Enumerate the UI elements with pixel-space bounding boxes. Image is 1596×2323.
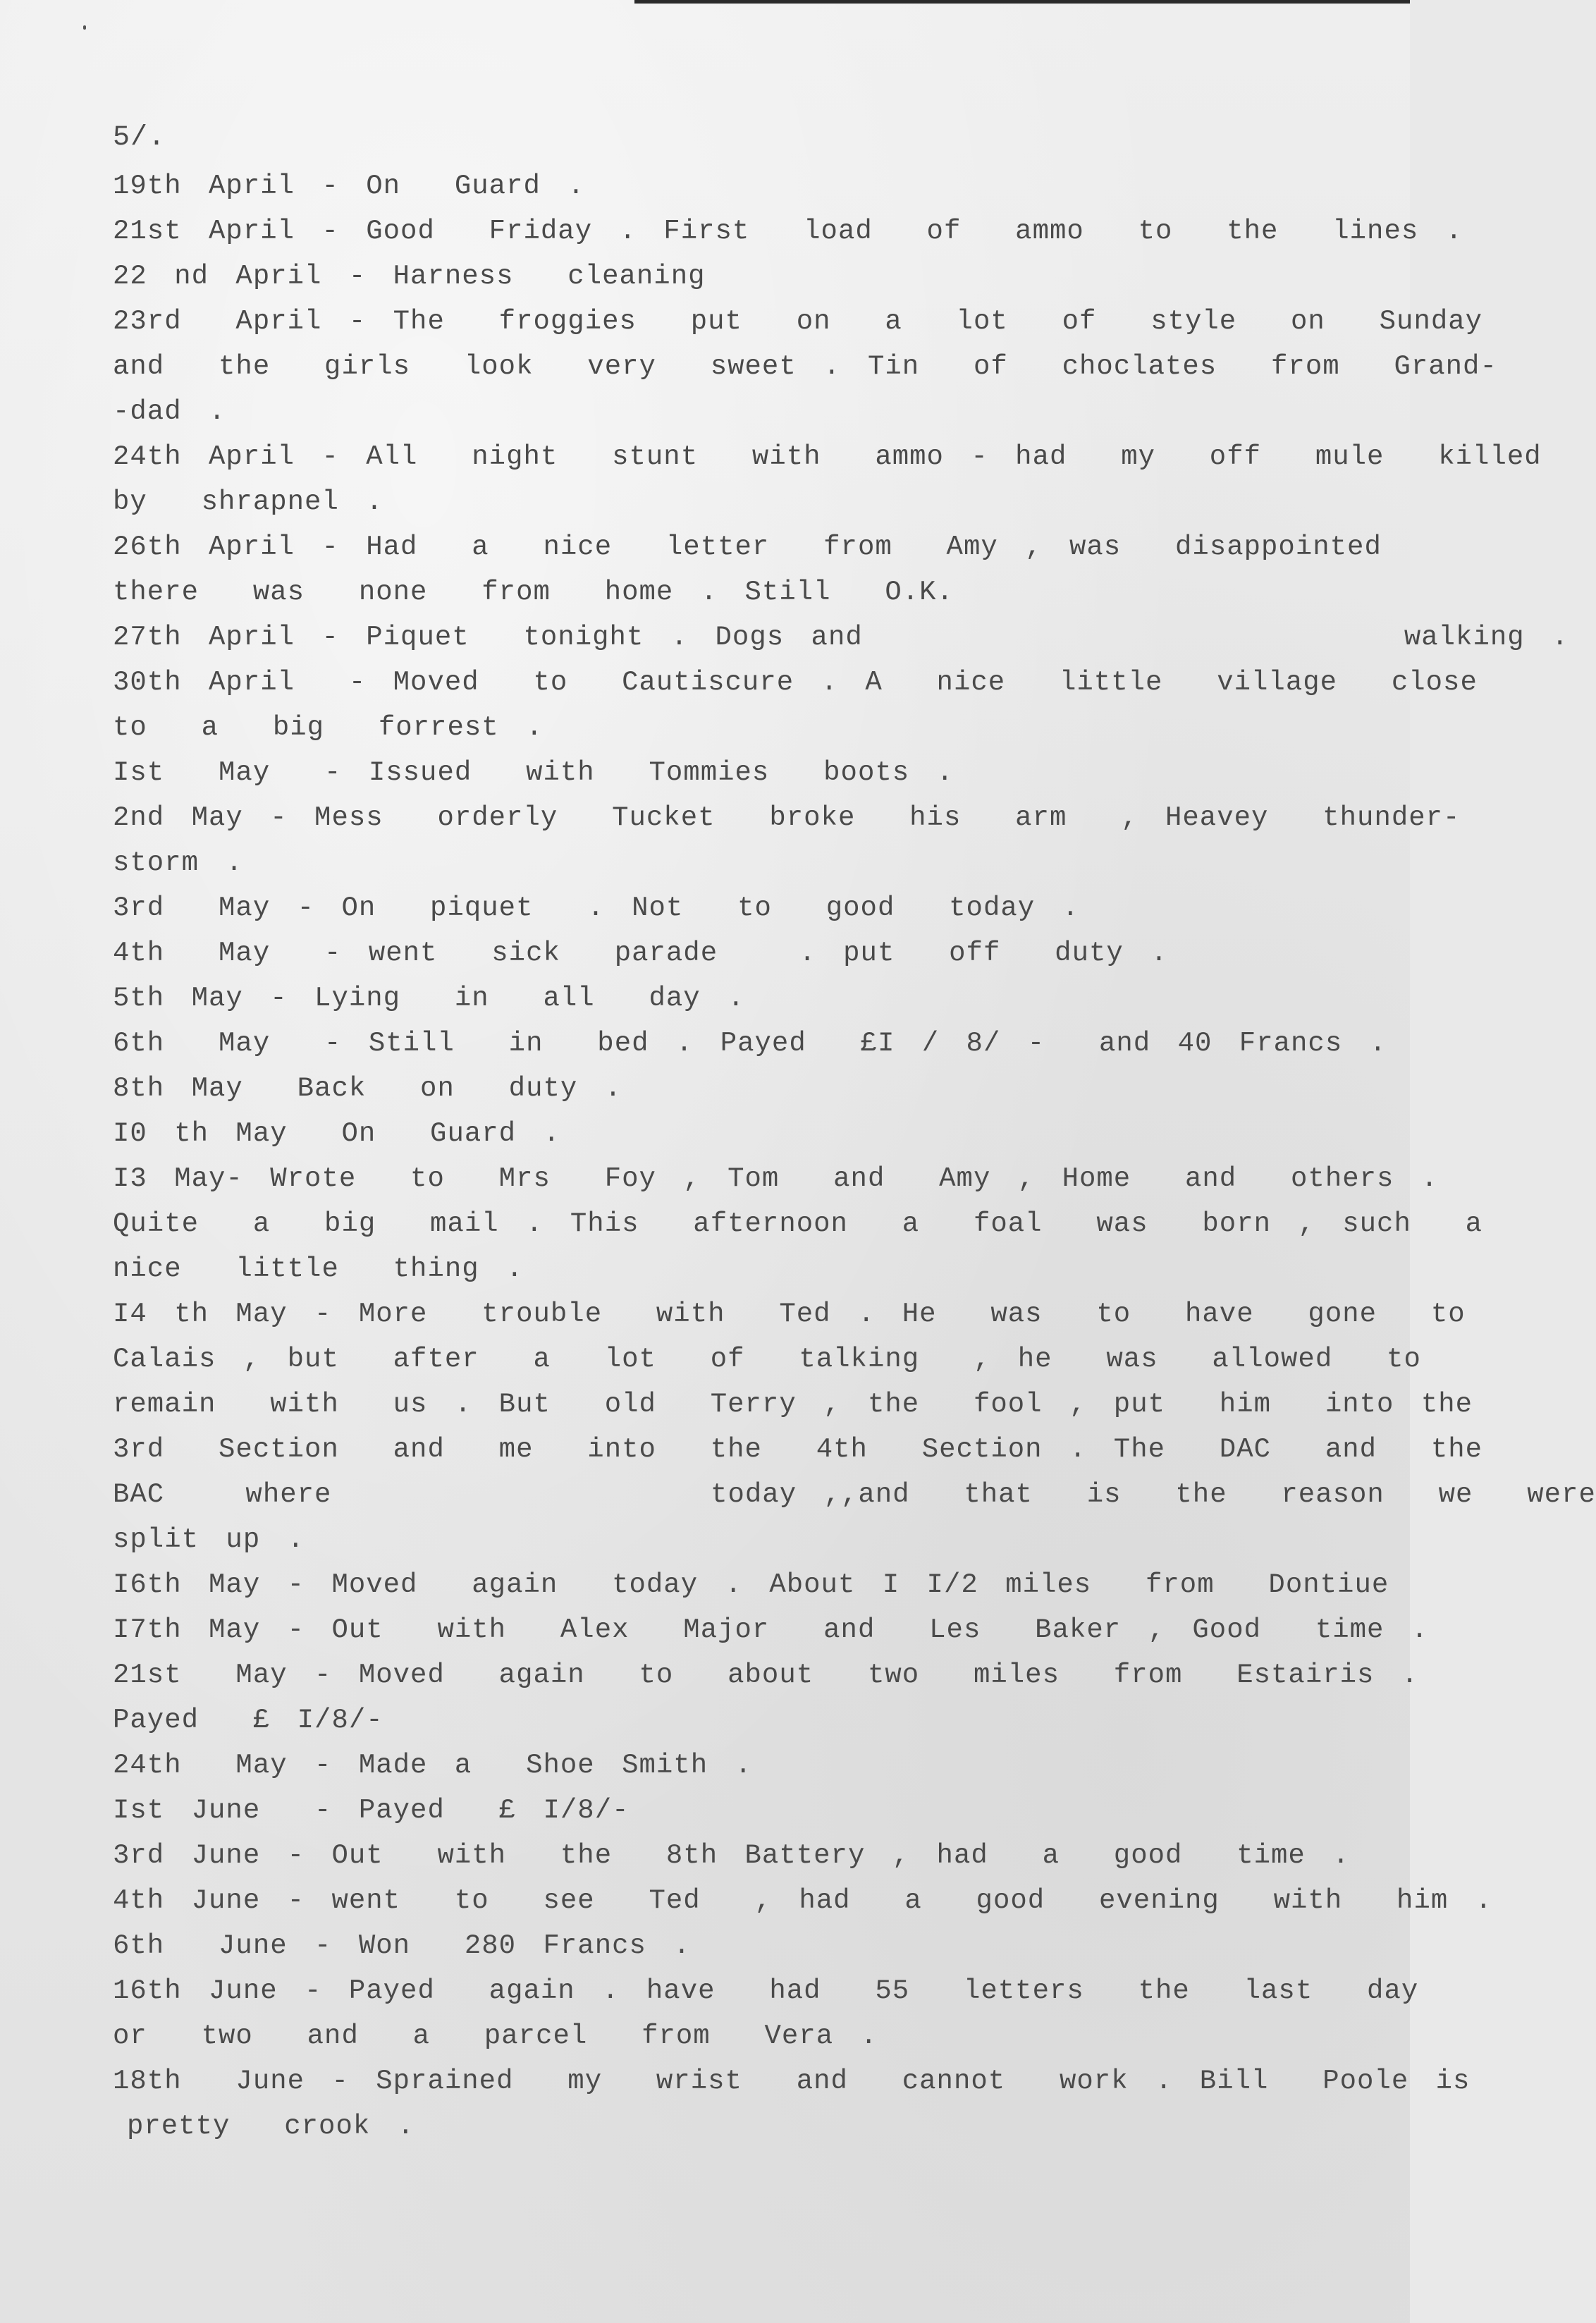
- diary-line: nice little thing .: [113, 1254, 524, 1285]
- diary-line: 19th April - On Guard .: [113, 171, 585, 202]
- diary-line: split up .: [113, 1524, 305, 1555]
- diary-line: I4 th May - More trouble with Ted . He was to have gone to: [113, 1299, 1466, 1330]
- diary-line: -dad .: [113, 396, 226, 427]
- diary-line: 24th April - All night stunt with ammo - had my off mule killed: [113, 441, 1542, 472]
- diary-line: storm .: [113, 847, 243, 878]
- diary-line: to a big forrest .: [113, 712, 544, 743]
- diary-line: 4th June - went to see Ted , had a good evening with him .: [113, 1885, 1493, 1916]
- diary-line: 4th May - went sick parade . put off duty .: [113, 938, 1168, 969]
- page-number: 5/.: [113, 122, 166, 154]
- diary-line: Quite a big mail . This afternoon a foal was born , such a: [113, 1208, 1483, 1239]
- diary-line: Payed £ I/8/-: [113, 1705, 383, 1736]
- diary-line: there was none from home . Still O.K.: [113, 577, 954, 608]
- paper-speck: [83, 25, 86, 30]
- diary-line: 21st May - Moved again to about two miles from Estairis .: [113, 1660, 1419, 1691]
- diary-line: pretty crook .: [127, 2111, 415, 2142]
- diary-line: 27th April - Piquet tonight . Dogs and walking .: [113, 622, 1569, 653]
- diary-line: I6th May - Moved again today . About I I/2 miles from Dontiue: [113, 1569, 1389, 1600]
- diary-line: 21st April - Good Friday . First load of ammo to the lines .: [113, 216, 1463, 247]
- diary-line: 16th June - Payed again . have had 55 letters the last day: [113, 1975, 1419, 2006]
- diary-line: 24th May - Made a Shoe Smith .: [113, 1750, 752, 1781]
- diary-line: by shrapnel .: [113, 486, 383, 517]
- diary-text-block: [113, 113, 1596, 2149]
- diary-line: I0 th May On Guard .: [113, 1118, 560, 1149]
- diary-line: I7th May - Out with Alex Major and Les Baker , Good time .: [113, 1614, 1429, 1645]
- diary-line: Calais , but after a lot of talking , he was allowed to: [113, 1344, 1421, 1375]
- scan-edge-shadow: [634, 0, 1410, 4]
- diary-line: 6th June - Won 280 Francs .: [113, 1930, 691, 1961]
- diary-line: 18th June - Sprained my wrist and cannot work . Bill Poole is: [113, 2066, 1471, 2097]
- diary-line: Ist June - Payed £ I/8/-: [113, 1795, 630, 1826]
- diary-line: 3rd May - On piquet . Not to good today .: [113, 893, 1079, 924]
- diary-line: 3rd June - Out with the 8th Battery , had a good time .: [113, 1840, 1350, 1871]
- diary-line: Ist May - Issued with Tommies boots .: [113, 757, 954, 788]
- diary-line: I3 May- Wrote to Mrs Foy , Tom and Amy , Home and others .: [113, 1163, 1439, 1194]
- diary-line: 2nd May - Mess orderly Tucket broke his arm , Heavey thunder-: [113, 802, 1461, 833]
- diary-line: 3rd Section and me into the 4th Section . The DAC and the: [113, 1434, 1483, 1465]
- diary-line: and the girls look very sweet . Tin of choclates from Grand-: [113, 351, 1497, 382]
- diary-line: 22 nd April - Harness cleaning: [113, 261, 706, 292]
- diary-line: 26th April - Had a nice letter from Amy , was disappointed: [113, 532, 1382, 563]
- diary-line: 8th May Back on duty .: [113, 1073, 622, 1104]
- diary-line: 23rd April - The froggies put on a lot of style on Sunday: [113, 306, 1483, 337]
- diary-line: remain with us . But old Terry , the fool , put him into the: [113, 1389, 1473, 1420]
- diary-line: 6th May - Still in bed . Payed £I / 8/ - and 40 Francs .: [113, 1028, 1387, 1059]
- diary-line: or two and a parcel from Vera .: [113, 2021, 878, 2052]
- diary-line: 5th May - Lying in all day .: [113, 983, 745, 1014]
- diary-line: BAC where today ,,and that is the reason we were: [113, 1479, 1596, 1510]
- diary-line: 30th April - Moved to Cautiscure . A nice little village close: [113, 667, 1478, 698]
